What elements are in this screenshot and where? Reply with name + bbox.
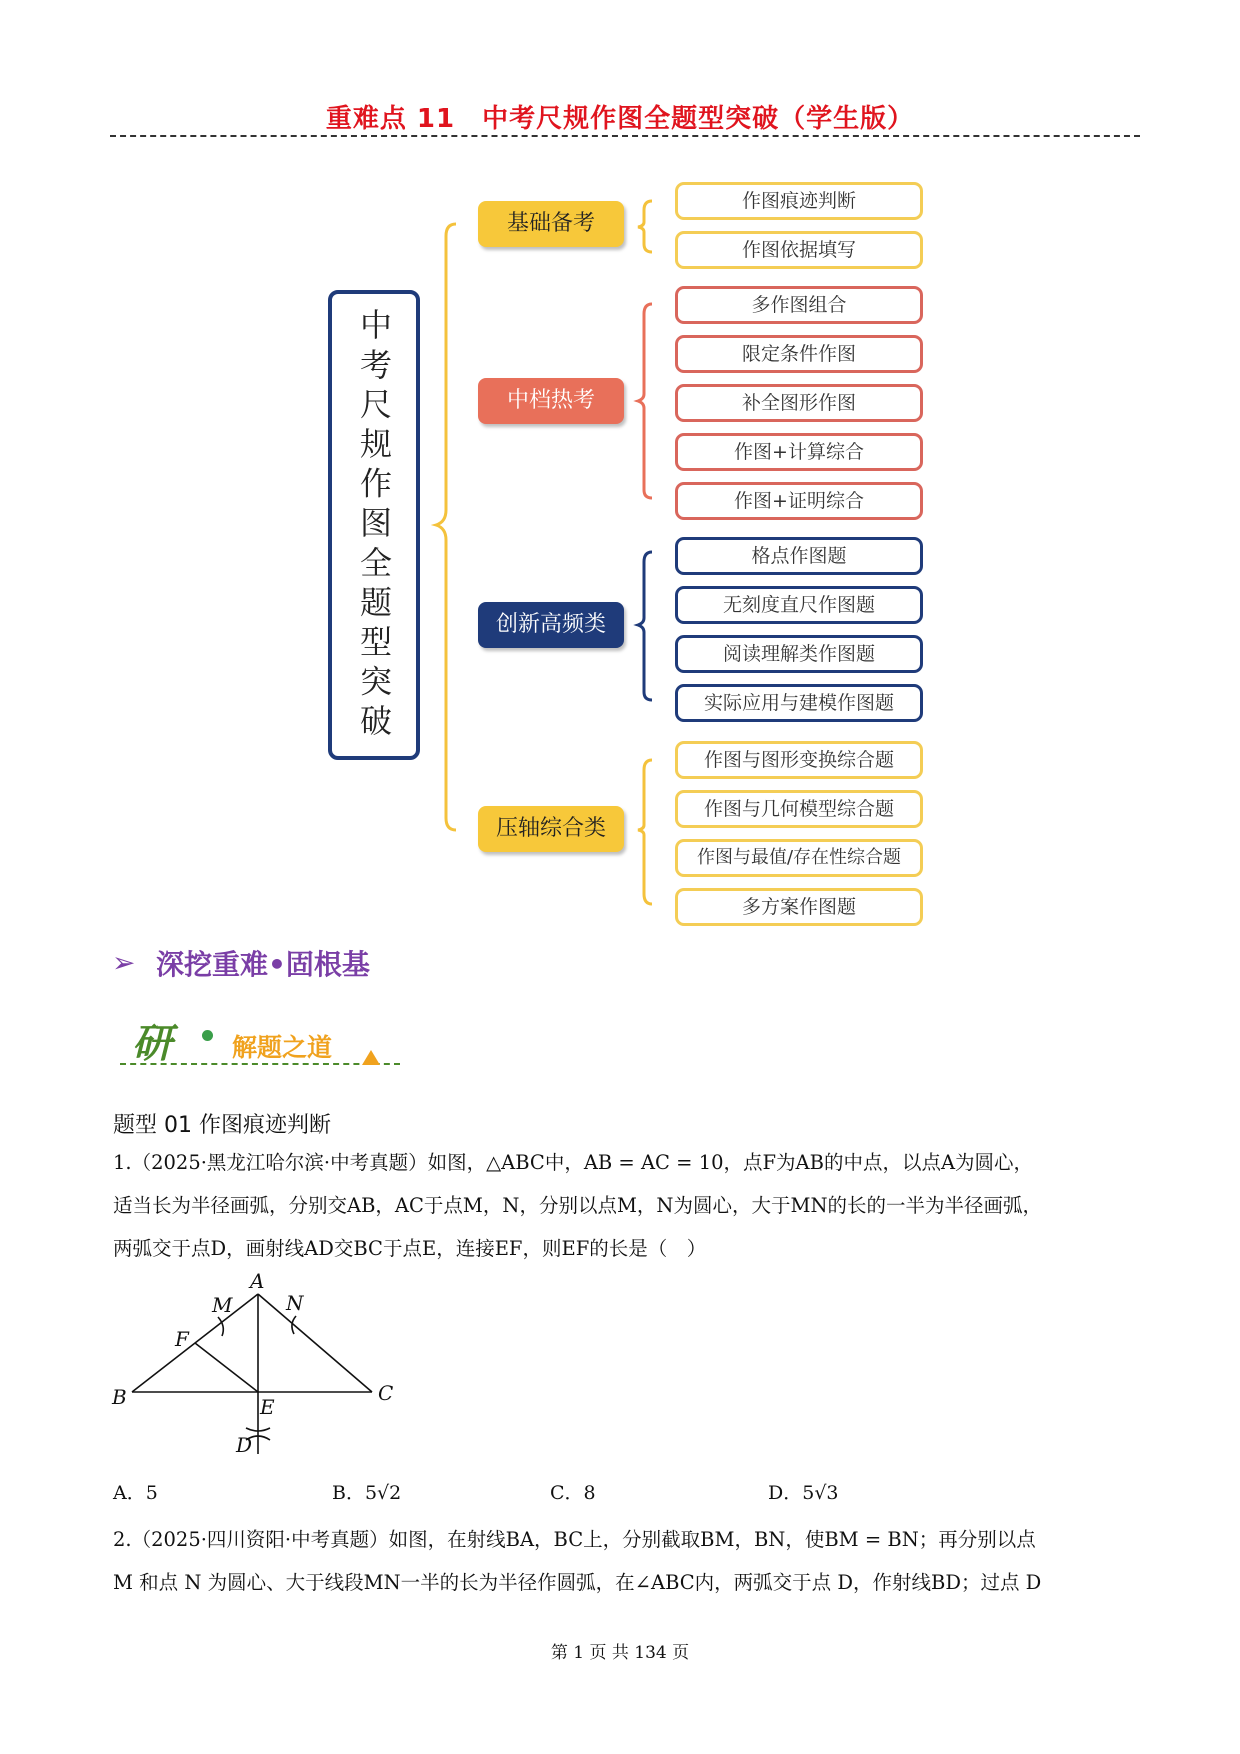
option-d: D．5√3 (768, 1482, 839, 1504)
leaf-item: 无刻度直尺作图题 (675, 586, 923, 624)
category-mid: 中档热考 (478, 378, 624, 424)
badge-dot-icon (202, 1030, 213, 1041)
label-a: A (250, 1269, 265, 1293)
leaf-item: 作图+证明综合 (675, 482, 923, 520)
segment-ef (195, 1343, 258, 1392)
leaf-item: 实际应用与建模作图题 (675, 684, 923, 722)
leaf-item: 作图依据填写 (675, 231, 923, 269)
leaf-item: 作图与最值/存在性综合题 (675, 839, 923, 877)
leaf-item: 多作图组合 (675, 286, 923, 324)
leaf-item: 作图与几何模型综合题 (675, 790, 923, 828)
segment-ac (258, 1294, 372, 1392)
q1-line: 适当长为半径画弧，分别交AB，AC于点M，N，分别以点M，N为圆心，大于MN的长的一半为半径画弧， (113, 1194, 1043, 1217)
label-m: M (212, 1293, 233, 1317)
q1-figure (100, 1268, 420, 1468)
leaf-item: 格点作图题 (675, 537, 923, 575)
mindmap-root-wrapper (328, 308, 420, 748)
category-basic: 基础备考 (478, 201, 624, 247)
question-type-title: 题型 01 作图痕迹判断 (113, 1113, 331, 1138)
mindmap-root-label: 中考尺规作图全题型突破 (355, 308, 393, 744)
badge-main-char: 研 (132, 1020, 172, 1067)
leaf-item: 阅读理解类作图题 (675, 635, 923, 673)
arc-mark-m (218, 1317, 223, 1336)
badge-subtitle: 解题之道 (232, 1033, 333, 1062)
leaf-item: 限定条件作图 (675, 335, 923, 373)
option-a: A．5 (113, 1482, 158, 1504)
section-title: 深挖重难•固根基 (156, 948, 370, 981)
label-f: F (175, 1327, 189, 1351)
leaf-item: 作图+计算综合 (675, 433, 923, 471)
label-n: N (286, 1291, 304, 1315)
q1-line: 两弧交于点D，画射线AD交BC于点E，连接EF，则EF的长是（ ） (113, 1237, 707, 1260)
badge-triangle-icon (362, 1050, 380, 1065)
option-b: B．5√2 (332, 1482, 402, 1504)
badge-underline (120, 1063, 400, 1065)
leaf-item: 多方案作图题 (675, 888, 923, 926)
leaf-item: 补全图形作图 (675, 384, 923, 422)
label-d: D (236, 1433, 253, 1457)
q1-line: 1.（2025·黑龙江哈尔滨·中考真题）如图，△ABC中，AB = AC = 10，点F为AB的中点，以点A为圆心， (113, 1151, 1034, 1174)
label-e: E (260, 1395, 275, 1419)
leaf-item: 作图与图形变换综合题 (675, 741, 923, 779)
leaf-item: 作图痕迹判断 (675, 182, 923, 220)
document-title: 重难点 11 中考尺规作图全题型突破（学生版） (325, 104, 915, 134)
section-arrow-icon: ➢ (112, 946, 136, 979)
label-c: C (378, 1381, 394, 1405)
category-innovative: 创新高频类 (478, 602, 624, 648)
q2-line: 2.（2025·四川资阳·中考真题）如图，在射线BA，BC上，分别截取BM，BN，使BM = BN；再分别以点 (113, 1528, 1036, 1551)
q2-line: M 和点 N 为圆心、大于线段MN一半的长为半径作圆弧，在∠ABC内，两弧交于点 D，作射线BD；过点 D (113, 1571, 1042, 1594)
page-footer: 第 1 页 共 134 页 (550, 1643, 690, 1663)
category-advanced: 压轴综合类 (478, 806, 624, 852)
option-c: C．8 (550, 1482, 596, 1504)
label-b: B (112, 1385, 127, 1409)
